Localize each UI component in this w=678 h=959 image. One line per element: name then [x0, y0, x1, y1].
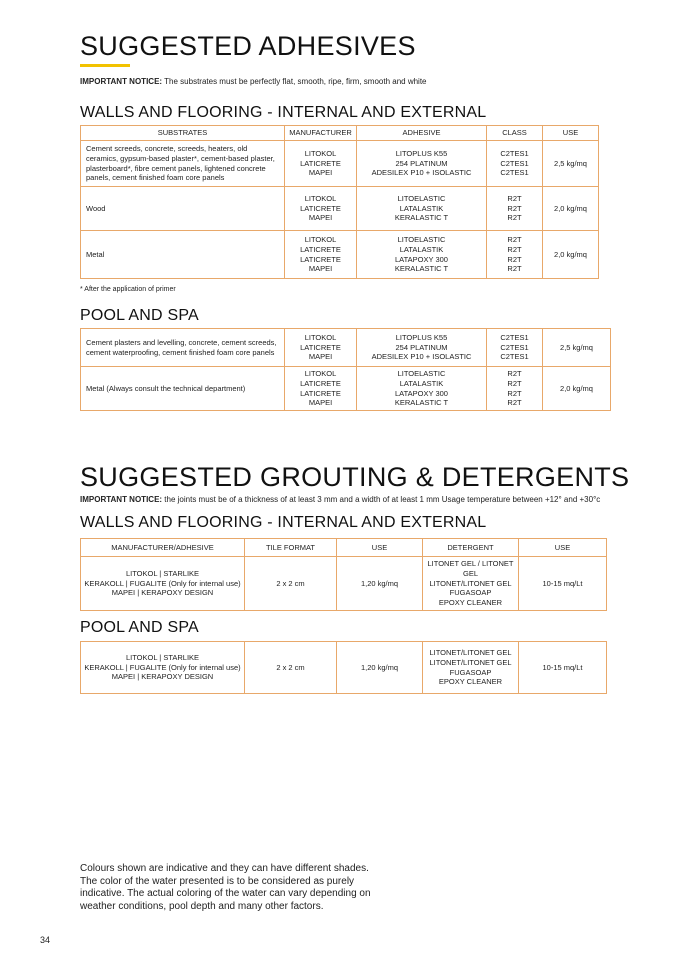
- manufacturer-cell: LITOKOL LATICRETE MAPEI: [285, 329, 357, 367]
- notice-label: IMPORTANT NOTICE:: [80, 77, 163, 86]
- class-cell: R2T R2T R2T R2T: [487, 231, 543, 279]
- table-row: [81, 367, 611, 411]
- table-row: [81, 557, 607, 611]
- substrate-cell: Cement screeds, concrete, screeds, heaters, old ceramics, gypsum-based plaster*, cement-based plaster, plasterboard*, fibre cement panels, lightened concrete panels, cement finished foam core panels: [81, 141, 285, 187]
- col-manufacturer: MANUFACTURER: [285, 126, 357, 141]
- col-use: USE: [543, 126, 599, 141]
- col-adhesive: ADHESIVE: [357, 126, 487, 141]
- substrate-cell: Metal: [81, 231, 285, 279]
- table-row: [81, 642, 607, 694]
- pool-heading: POOL AND SPA: [80, 307, 199, 324]
- grouting-walls-heading: WALLS AND FLOORING - INTERNAL AND EXTERNAL: [80, 514, 487, 531]
- adhesive-cell: LITOELASTIC LATALASTIK KERALASTIC T: [357, 187, 487, 231]
- class-cell: R2T R2T R2T: [487, 187, 543, 231]
- use-cell: 2,0 kg/mq: [543, 187, 599, 231]
- class-cell: R2T R2T R2T R2T: [487, 367, 543, 411]
- col-tile-format: TILE FORMAT: [245, 539, 337, 557]
- tile-format-cell: 2 x 2 cm: [245, 557, 337, 611]
- use-cell: 2,5 kg/mq: [543, 141, 599, 187]
- use2-cell: 10-15 mq/Lt: [519, 557, 607, 611]
- adhesives-notice: [80, 77, 427, 86]
- use-cell: 2,0 kg/mq: [543, 231, 599, 279]
- use-cell: 2,5 kg/mq: [543, 329, 611, 367]
- notice-label: IMPORTANT NOTICE:: [80, 495, 163, 504]
- grouting-walls-table: [80, 538, 607, 611]
- col-use: USE: [337, 539, 423, 557]
- grouting-notice: [80, 495, 600, 504]
- table-header-row: [81, 126, 599, 141]
- substrate-cell: Cement plasters and levelling, concrete, cement screeds, cement waterproofing, cement finished foam core panels: [81, 329, 285, 367]
- detergent-cell: LITONET/LITONET GEL LITONET/LITONET GEL FUGASOAP EPOXY CLEANER: [423, 642, 519, 694]
- use-cell: 1,20 kg/mq: [337, 642, 423, 694]
- tile-format-cell: 2 x 2 cm: [245, 642, 337, 694]
- manufacturer-cell: LITOKOL LATICRETE MAPEI: [285, 187, 357, 231]
- table-row: [81, 187, 599, 231]
- notice-text: The substrates must be perfectly flat, smooth, ripe, firm, smooth and white: [162, 77, 427, 86]
- grouting-pool-heading: POOL AND SPA: [80, 619, 199, 636]
- manufacturer-cell: LITOKOL LATICRETE LATICRETE MAPEI: [285, 367, 357, 411]
- primer-footnote: * After the application of primer: [80, 286, 176, 293]
- title-accent-bar: [80, 64, 130, 67]
- table-row: [81, 329, 611, 367]
- table-header-row: [81, 539, 607, 557]
- col-class: CLASS: [487, 126, 543, 141]
- class-cell: C2TES1 C2TES1 C2TES1: [487, 329, 543, 367]
- manufacturer-cell: LITOKOL | STARLIKE KERAKOLL | FUGALITE (Only for internal use) MAPEI | KERAPOXY DESIGN: [81, 642, 245, 694]
- adhesive-cell: LITOPLUS K55 254 PLATINUM ADESILEX P10 + ISOLASTIC: [357, 141, 487, 187]
- use-cell: 2,0 kg/mq: [543, 367, 611, 411]
- grouting-title: SUGGESTED GROUTING & DETERGENTS: [80, 462, 630, 492]
- page-number: 34: [40, 935, 51, 945]
- col-use-2: USE: [519, 539, 607, 557]
- class-cell: C2TES1 C2TES1 C2TES1: [487, 141, 543, 187]
- adhesive-cell: LITOELASTIC LATALASTIK LATAPOXY 300 KERALASTIC T: [357, 367, 487, 411]
- detergent-cell: LITONET GEL / LITONET GEL LITONET/LITONET GEL FUGASOAP EPOXY CLEANER: [423, 557, 519, 611]
- col-detergent: DETERGENT: [423, 539, 519, 557]
- adhesive-cell: LITOELASTIC LATALASTIK LATAPOXY 300 KERALASTIC T: [357, 231, 487, 279]
- substrate-cell: Metal (Always consult the technical department): [81, 367, 285, 411]
- col-manufacturer-adhesive: MANUFACTURER/ADHESIVE: [81, 539, 245, 557]
- notice-text: the joints must be of a thickness of at least 3 mm and a width of at least 1 mm Usage temperature between +12° and +30°c: [162, 495, 601, 504]
- table-row: [81, 141, 599, 187]
- manufacturer-cell: LITOKOL LATICRETE LATICRETE MAPEI: [285, 231, 357, 279]
- adhesives-pool-table: [80, 328, 611, 411]
- walls-heading: WALLS AND FLOORING - INTERNAL AND EXTERNAL: [80, 104, 487, 121]
- adhesives-walls-table: [80, 125, 599, 279]
- use-cell: 1,20 kg/mq: [337, 557, 423, 611]
- col-substrates: SUBSTRATES: [81, 126, 285, 141]
- table-row: [81, 231, 599, 279]
- colour-disclaimer: Colours shown are indicative and they can have different shades. The color of the water presented is to be considered as purely indicative. The actual coloring of the water can vary depending on weather conditions, pool depth and many other factors.: [80, 863, 371, 912]
- substrate-cell: Wood: [81, 187, 285, 231]
- use2-cell: 10-15 mq/Lt: [519, 642, 607, 694]
- manufacturer-cell: LITOKOL | STARLIKE KERAKOLL | FUGALITE (Only for internal use) MAPEI | KERAPOXY DESIGN: [81, 557, 245, 611]
- manufacturer-cell: LITOKOL LATICRETE MAPEI: [285, 141, 357, 187]
- adhesive-cell: LITOPLUS K55 254 PLATINUM ADESILEX P10 + ISOLASTIC: [357, 329, 487, 367]
- adhesives-title: SUGGESTED ADHESIVES: [80, 31, 416, 61]
- grouting-pool-table: [80, 641, 607, 694]
